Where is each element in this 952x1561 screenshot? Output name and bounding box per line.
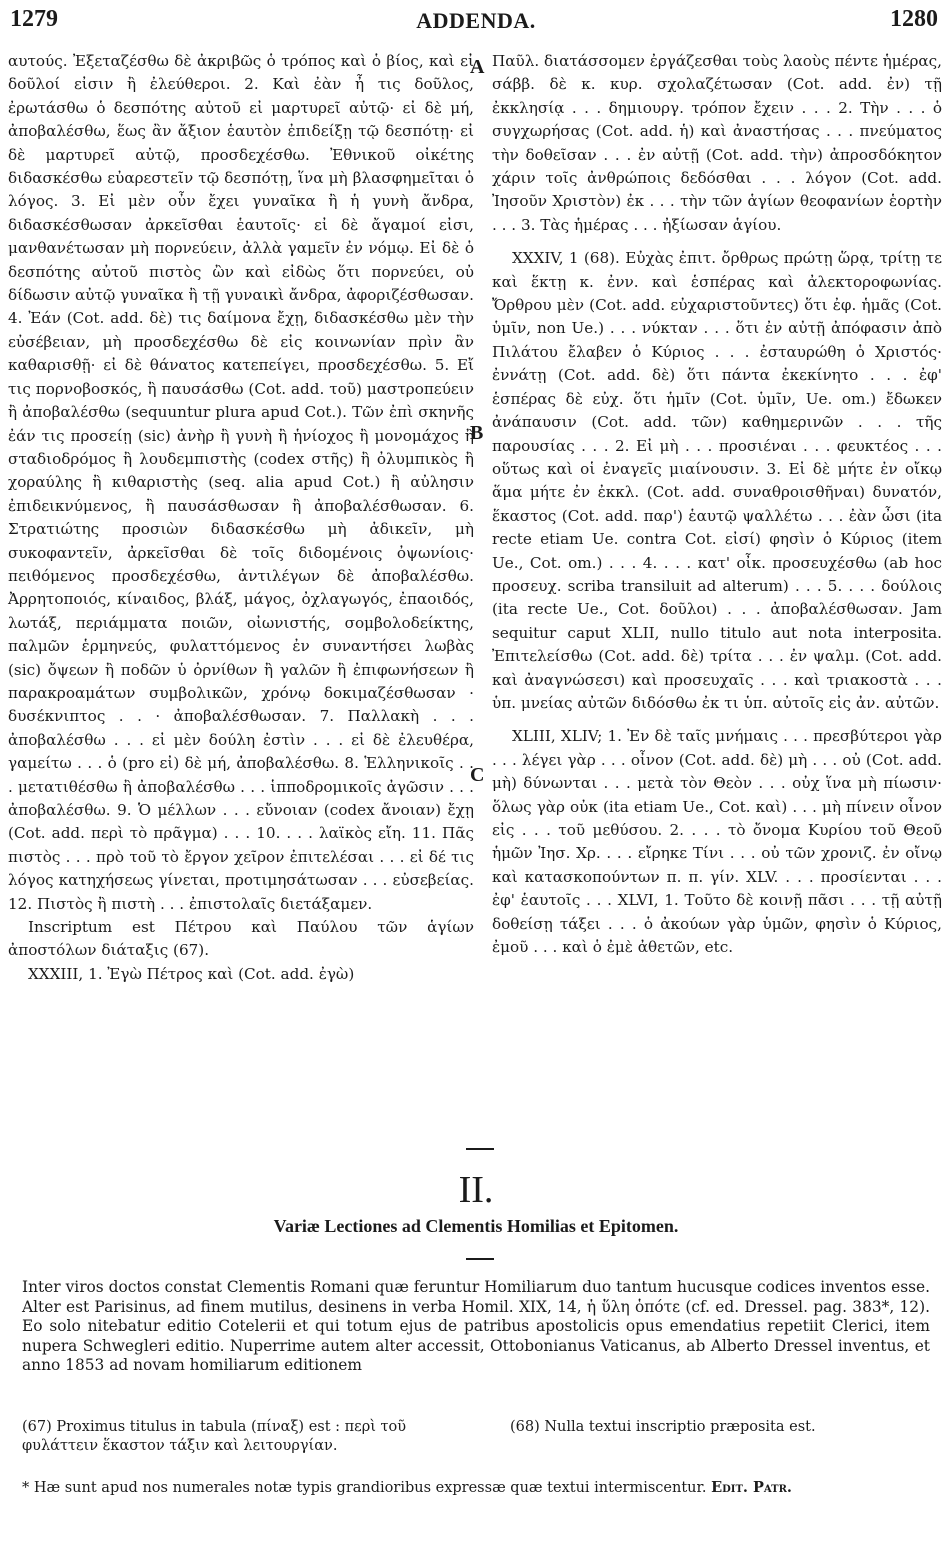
margin-letter-a: A — [470, 56, 485, 78]
left-page-number: 1279 — [10, 6, 58, 32]
margin-letter-c: C — [470, 764, 485, 786]
left-column-inscription: Inscriptum est Πέτρου καὶ Παύλου τῶν ἁγίων ἀποστόλων διάταξις (67). — [8, 918, 474, 960]
footnote-68: (68) Nulla textui inscriptio præposita est. — [510, 1419, 816, 1435]
editor-note-text: * Hæ sunt apud nos numerales notæ typis grandioribus expressæ quæ textui intermiscentur. — [22, 1480, 707, 1496]
introduction-paragraph: Inter viros doctos constat Clementis Romani quæ feruntur Homiliarum duo tantum hucusque codices inventos esse. Alter est Parisinus, ad finem mutilus, desinens in verba Homil. XIX, 14, ἡ ὕλη ὁπότε (cf. ed. Dressel. pag. 383*, 12). Eo solo nitebatur editio Cotelerii et qui totum ejus de patribus apostolicis opus emendatius repetiit Clerici, item nupera Schwegleri editio. Nuperrime autem alter accessit, Ottobonianus Vaticanus, ab Alberto Dressel inventus, et anno 1853 ad novam homiliarum editionem — [22, 1278, 930, 1375]
editor-signature: Edit. Patr. — [711, 1479, 792, 1496]
running-title: ADDENDA. — [416, 8, 536, 33]
right-column-text: Παῦλ. διατάσσομεν ἐργάζεσθαι τοὺς λαοὺς πέντε ἡμέρας, σάββ. δὲ κ. κυρ. σχολαζέτωσαν (Cot. add. ἐν) τῇ ἐκκλησίᾳ . . . δημιουργ. τρόπον ἔχειν . . . 2. Τὴν . . . ὁ συγχωρήσας (Cot. add. ἡ) καὶ ἀναστήσας . . . πνεύματος τὴν δοθεῖσαν . . . ἐν αὐτῇ (Cot. add. τὴν) ἀπροσδόκητον χάριν τοῖς ἀνθρώποις δεδόσθαι . . . λόγον (Cot. add. Ἰησοῦν Χριστὸν) ἐκ . . . τὴν τῶν ἁγίων θεοφανίων ἑορτὴν . . . 3. Τὰς ἡμέρας . . . ἠξίωσαν ἁγίου. — [492, 52, 943, 234]
section-numeral: II. — [458, 1169, 494, 1211]
margin-letter-b: B — [470, 422, 484, 444]
section-divider-top — [466, 1148, 494, 1150]
right-page-number: 1280 — [890, 6, 938, 32]
right-column-chapter-xliii: XLIII, XLIV; 1. Ἐν δὲ ταῖς μνήμαις . . . πρεσβύτεροι γὰρ . . . λέγει γὰρ . . . οἶνον (Cot. add. δὲ) μὴ . . . οὐ (Cot. add. μὴ) δύνωνται . . . μετὰ τὸν Θεὸν . . . οὐχ ἵνα μὴ πίωσιν· ὅλως γὰρ οὐκ (ita etiam Ue., Cot. καὶ) . . . μὴ πίνειν οἶνον εἰς . . . τοῦ μεθύσου. 2. . . . τὸ ὄνομα Κυρίου τοῦ Θεοῦ ἡμῶν Ἰησ. Χρ. . . . εἴρηκε Τίνι . . . οὐ τῶν χρονιζ. ἐν οἴνῳ καὶ κατασκοπούντων π. π. γίν. XLV. . . . προσίενται . . . ἐφ' ἑαυτοῖς . . . XLVI, 1. Τοῦτο δὲ κοινῇ πᾶσι . . . τῇ αὐτῇ δοθείσῃ τάξει . . . ὁ ἀκούων γὰρ ὑμῶν, φησὶν ὁ Κύριος, ἐμοῦ . . . καὶ ὁ ἐμὲ ἀθετῶν, etc. — [492, 727, 942, 957]
section-divider-bottom — [466, 1258, 494, 1260]
left-column — [8, 50, 474, 986]
left-column-chapter-xxxiii: XXXIII, 1. Ἐγὼ Πέτρος καὶ (Cot. add. ἐγὼ) — [28, 964, 355, 983]
editor-note — [22, 1478, 932, 1498]
right-column-chapter-xxxiv: XXXIV, 1 (68). Εὐχὰς ἐπιτ. ὄρθρως πρώτῃ ὥρᾳ, τρίτῃ τε καὶ ἕκτῃ κ. ἐνν. καὶ ἑσπέρας καὶ ἀλεκτοροφωνίας. Ὄρθρου μὲν (Cot. add. εὐχαριστοῦντες) ὅτι ἐφ. ἡμᾶς (Cot. ὑμῖν, non Ue.) . . . νύκταν . . . ὅτι ἐν αὐτῇ ἀπόφασιν ἀπὸ Πιλάτου ἔλαβεν ὁ Κύριος . . . ἐσταυρώθη ὁ Χριστός· ἐννάτῃ (Cot. add. δὲ) ὅτι πάντα ἐκεκίνητο . . . ἐφ' ἑσπέρας δὲ εὐχ. ὅτι ἡμῖν (Cot. ὑμῖν, Ue. om.) ἔδωκεν ἀνάπαυσιν (Cot. add. τῶν) καθημερινῶν . . . τῆς παρουσίας . . . 2. Εἰ μὴ . . . προσιέναι . . . φευκτέος . . . οὕτως καὶ οἱ ἐναγεῖς μιαίνουσιν. 3. Εἰ δὲ μήτε ἐν οἴκῳ ἅμα μήτε ἐν ἐκκλ. (Cot. add. συναθροισθῆναι) δυνατόν, ἕκαστος (Cot. add. παρ') ἑαυτῷ ψαλλέτω . . . ἐὰν ὦσι (ita recte etiam Ue. contra Cot. εἰσί) φησὶν ὁ Κύριος (item Ue., Cot. om.) . . . 4. . . . κατ' οἶκ. προσευχέσθω (ab hoc προσευχ. scriba transiluit ad alterum) . . . 5. . . . δούλοις (ita recte Ue., Cot. δοῦλοι) . . . ἀποβαλέσθωσαν. Jam sequitur caput XLII, nullo titulo aut nota interposita. Ἐπιτελείσθω (Cot. add. δὲ) τρίτα . . . ἐν ψαλμ. (Cot. add. καὶ ἀναγνώσεσι) καὶ προσευχαῖς . . . καὶ τριακοστὰ . . . ὑπ. μνείας αὐτῶν διδόσθω ἐκ τι ὑπ. αὐτοῖς εἰς ἀν. αὐτῶν. — [492, 249, 942, 712]
page-header — [0, 0, 952, 40]
right-column — [492, 50, 942, 959]
section-title: Variæ Lectiones ad Clementis Homilias et Epitomen. — [273, 1216, 679, 1236]
left-column-text: αυτούς. Ἐξεταζέσθω δὲ ἀκριβῶς ὁ τρόπος καὶ ὁ βίος, καὶ εἰ δοῦλοί εἰσιν ἢ ἐλεύθεροι. 2. Καὶ ἐὰν ἦ τις δοῦλος, ἐρωτάσθω ὁ δεσπότης αὐτοῦ εἰ μαρτυρεῖ αὐτῷ· εἰ δὲ μή, ἀποβαλέσθω, ἕως ἂν ἄξιον ἑαυτὸν ἐπιδείξῃ τῷ δεσπότῃ· εἰ δὲ μαρτυρεῖ αὐτῷ, προσδεχέσθω. Ἐθνικοῦ οἰκέτης διδασκέσθω εὐαρεστεῖν τῷ δεσπότῃ, ἵνα μὴ βλασφημεῖται ὁ λόγος. 3. Εἰ μὲν οὖν ἔχει γυναῖκα ἢ ἡ γυνὴ ἄνδρα, διδασκέσθωσαν ἀρκεῖσθαι ἑαυτοῖς· εἰ δὲ ἄγαμοί εἰσι, μανθανέτωσαν μὴ πορνεύειν, ἀλλὰ γαμεῖν ἐν νόμῳ. Εἰ δὲ ὁ δεσπότης αὐτοῦ πιστὸς ὢν καὶ εἰδὼς ὅτι πορνεύει, οὐ δίδωσιν αὐτῷ γυναῖκα ἢ τῇ γυναικὶ ἄνδρα, ἀφοριζέσθωσαν. 4. Ἐάν (Cot. add. δὲ) τις δαίμονα ἔχῃ, διδασκέσθω μὲν τὴν εὐσέβειαν, μὴ προσδεχέσθω δὲ εἰς κοινωνίαν πρὶν ἂν καθαρισθῇ· εἰ δὲ θάνατος κατεπείγει, προσδεχέσθω. 5. Εἴ τις πορνοβοσκός, ἢ παυσάσθω (Cot. add. τοῦ) μαστροπεύειν ἢ ἀποβαλέσθω (sequuntur plura apud Cot.). Τῶν ἐπὶ σκηνῆς ἐάν τις προσείῃ (sic) ἀνὴρ ἢ γυνὴ ἢ ἡνίοχος ἢ μονομάχος ἢ σταδιοδρόμος ἢ λουδεμπιστὴς (codex στῆς) ἢ ὀλυμπικὸς ἢ χοραύλης ἢ κιθαριστὴς (seq. alia apud Cot.) ἢ αὐλησιν ἐπιδεικνύμενος, ἢ παυσάσθωσαν ἢ ἀποβαλέσθωσαν. 6. Στρατιώτης προσιὼν διδασκέσθω μὴ ἀδικεῖν, μὴ συκοφαντεῖν, ἀρκεῖσθαι δὲ τοῖς διδομένοις ὀψωνίοις· πειθόμενος προσδεχέσθω, ἀντιλέγων δὲ ἀποβαλέσθω. Ἀρρητοποιός, κίναιδος, βλάξ, μάγος, ὀχλαγωγός, ἐπαοιδός, λωτάξ, περιάμματα ποιῶν, οἰωνιστής, σομβολοδείκτης, παλμῶν ἑρμηνεύς, φυλαττόμενος ἐν συναντήσει λωβὰς (sic) ὄψεων ἢ ποδῶν ὑ ὀρνίθων ἢ γαλῶν ἢ ἐπιφωνήσεων ἢ παρακροαμάτων συμβολικῶν, χρόνῳ δοκιμαζέσθωσαν · δυσέκνιπτος . . · ἀποβαλέσθωσαν. 7. Παλλακὴ . . . ἀποβαλέσθω . . . εἰ μὲν δούλη ἐστὶν . . . εἰ δὲ ἐλευθέρα, γαμείτω . . . ὁ (pro εἰ) δὲ μή, ἀποβαλέσθω. 8. Ἑλληνικοῖς . . . μετατιθέσθω ἢ ἀποβαλέσθω . . . ἱπποδρομικοῖς ἀγῶσιν . . . ἀποβαλέσθω. 9. Ὁ μέλλων . . . εὔνοιαν (codex ἄνοιαν) ἔχῃ (Cot. add. περὶ τὸ πρᾶγμα) . . . 10. . . . λαϊκὸς εἴη. 11. Πᾶς πιστὸς . . . πρὸ τοῦ τὸ ἔργον χεῖρον ἐπιτελέσαι . . . εἰ δέ τις λόγος κατηχήσεως γίνεται, προτιμησάτωσαν . . . εὐσεβείας. 12. Πιστὸς ἢ πιστὴ . . . ἐπιστολαῖς διετάξαμεν. — [8, 52, 474, 913]
footnote-67: (67) Proximus titulus in tabula (πίναξ) est : περὶ τοῦ φυλάττειν ἕκαστον τάξιν καὶ λειτουργίαν. — [22, 1419, 407, 1454]
